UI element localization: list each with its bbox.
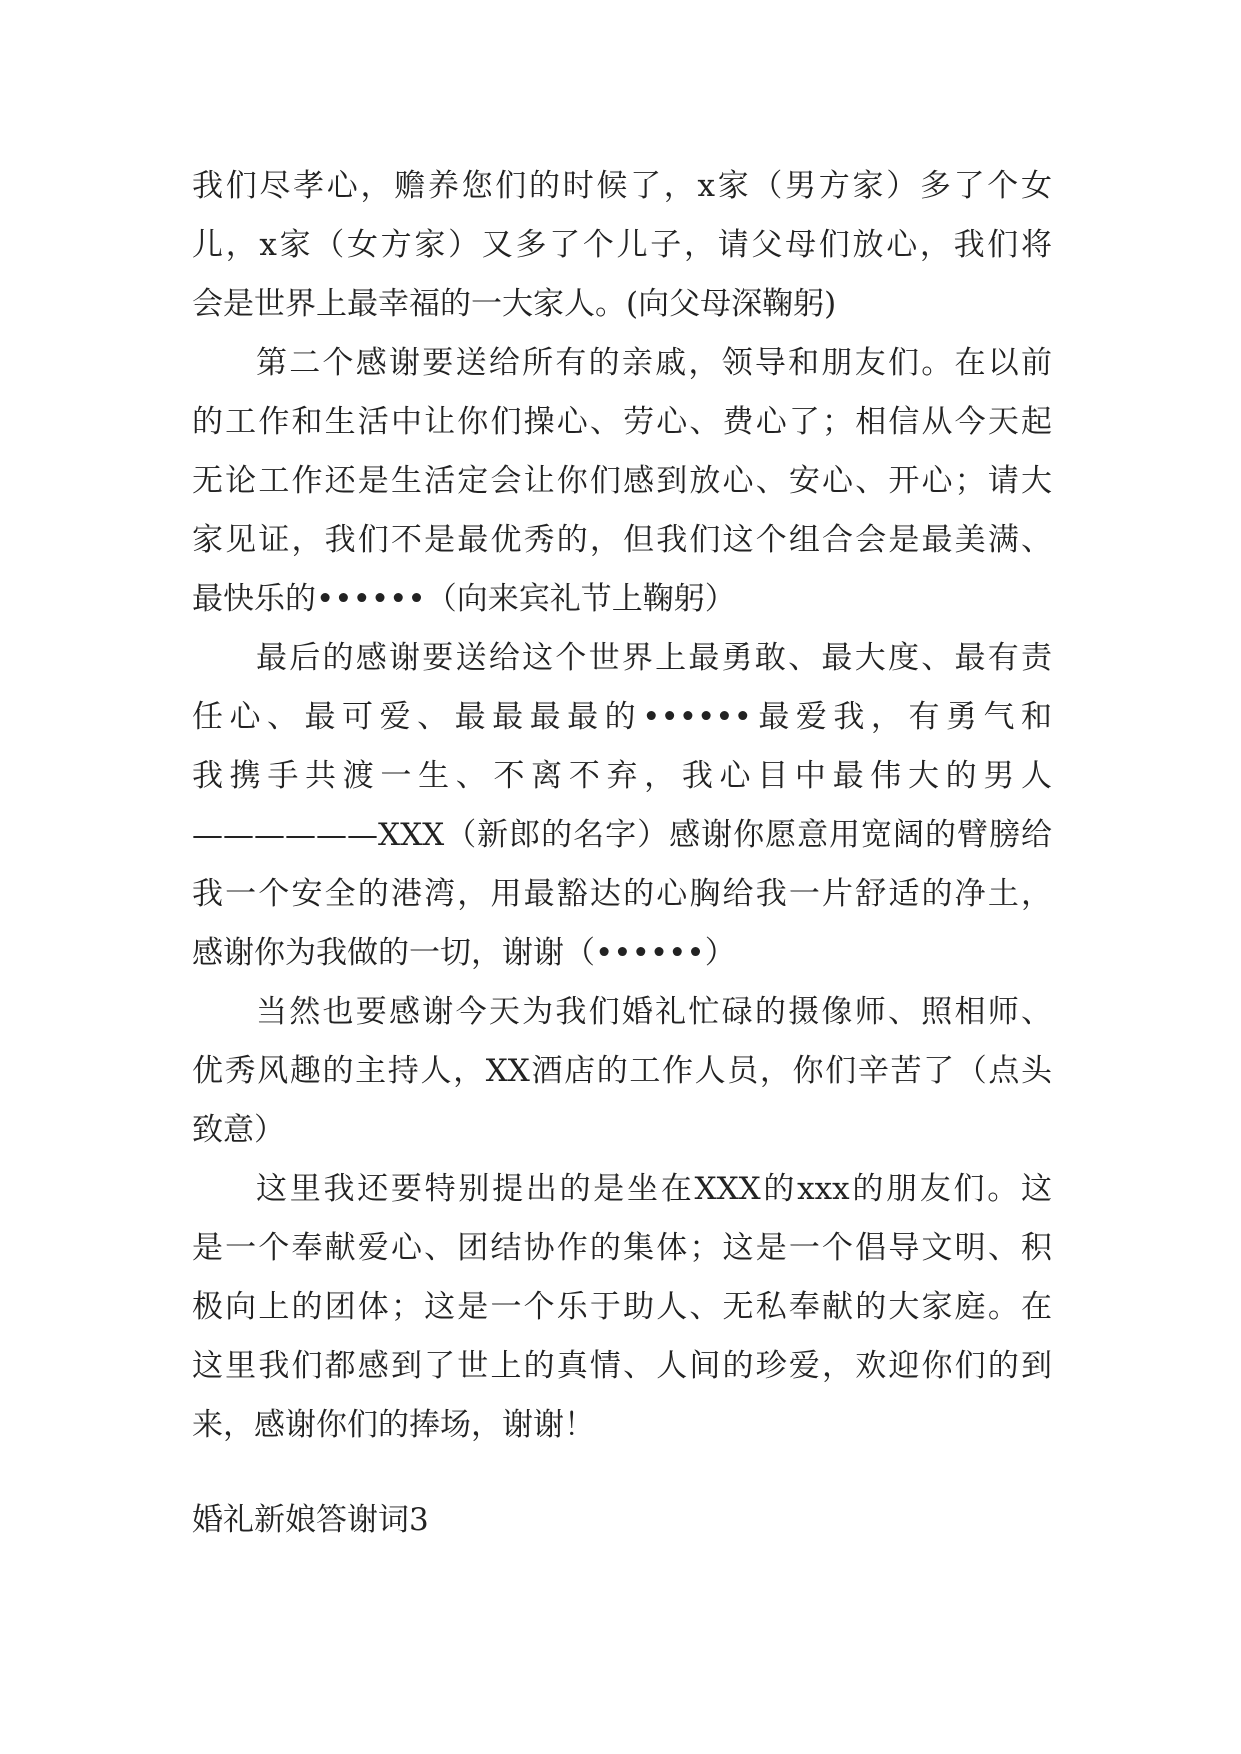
paragraph-line: 来，感谢你们的捧场，谢谢！ xyxy=(192,1407,595,1443)
paragraph-line: 我一个安全的港湾，用最豁达的心胸给我一片舒适的净土， xyxy=(192,876,1052,912)
paragraph-first-line: 第二个感谢要送给所有的亲戚，领导和朋友们。在以前 xyxy=(256,345,1052,381)
paragraph-first-line: 这里我还要特别提出的是坐在XXX的xxx的朋友们。这 xyxy=(256,1171,1052,1207)
paragraph-line: 我们尽孝心，赡养您们的时候了，x家（男方家）多了个女 xyxy=(192,168,1052,204)
paragraph-first-line: 最后的感谢要送给这个世界上最勇敢、最大度、最有责 xyxy=(256,640,1052,676)
paragraph-line: 家见证，我们不是最优秀的，但我们这个组合会是最美满、 xyxy=(192,522,1052,558)
paragraph-line: 感谢你为我做的一切，谢谢（••••••） xyxy=(192,935,736,971)
paragraph-first-line: 当然也要感谢今天为我们婚礼忙碌的摄像师、照相师、 xyxy=(256,994,1052,1030)
paragraph-line: 极向上的团体；这是一个乐于助人、无私奉献的大家庭。在 xyxy=(192,1289,1052,1325)
paragraph-line: 任心、最可爱、最最最最的••••••最爱我，有勇气和 xyxy=(192,699,1052,735)
paragraph-line: 我携手共渡一生、不离不弃，我心目中最伟大的男人 xyxy=(192,758,1052,794)
section-heading: 婚礼新娘答谢词3 xyxy=(192,1502,429,1538)
paragraph-line: ——————XXX（新郎的名字）感谢你愿意用宽阔的臂膀给 xyxy=(192,817,1052,853)
paragraph-line: 致意） xyxy=(192,1112,285,1148)
paragraph-line: 会是世界上最幸福的一大家人。(向父母深鞠躬) xyxy=(192,286,837,322)
paragraph-line: 的工作和生活中让你们操心、劳心、费心了；相信从今天起 xyxy=(192,404,1052,440)
paragraph-line: 是一个奉献爱心、团结协作的集体；这是一个倡导文明、积 xyxy=(192,1230,1052,1266)
paragraph-line: 儿，x家（女方家）又多了个儿子，请父母们放心，我们将 xyxy=(192,227,1052,263)
paragraph-line: 最快乐的••••••（向来宾礼节上鞠躬） xyxy=(192,581,736,617)
paragraph-line: 这里我们都感到了世上的真情、人间的珍爱，欢迎你们的到 xyxy=(192,1348,1052,1384)
paragraph-line: 优秀风趣的主持人，XX酒店的工作人员，你们辛苦了（点头 xyxy=(192,1053,1052,1089)
paragraph-line: 无论工作还是生活定会让你们感到放心、安心、开心；请大 xyxy=(192,463,1052,499)
